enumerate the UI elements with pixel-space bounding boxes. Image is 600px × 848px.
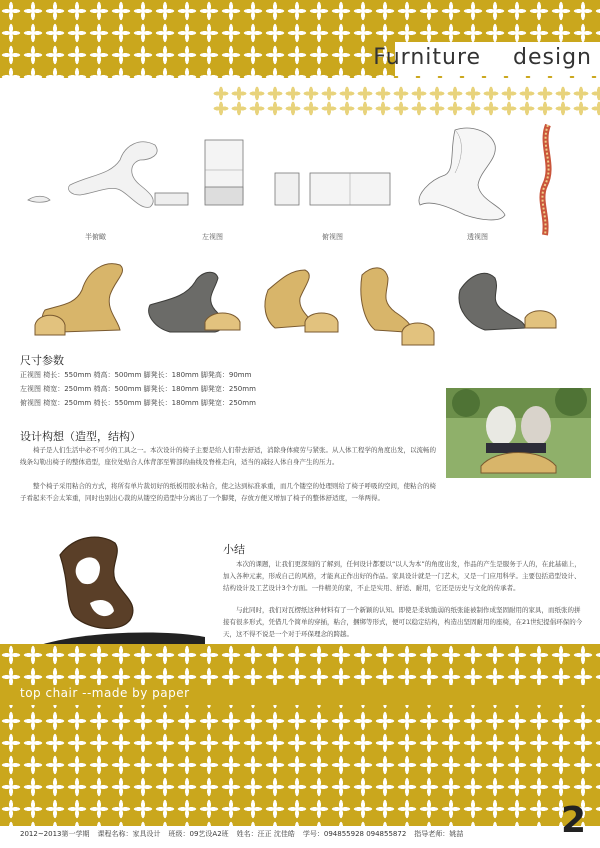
footer-pattern-band xyxy=(0,644,600,826)
concept-heading: 设计构想（造型，结构） xyxy=(20,430,141,443)
top-view-drawing xyxy=(275,173,390,205)
dimensions-heading: 尺寸参数 xyxy=(20,354,64,367)
page-number: 2 xyxy=(560,800,586,841)
footer-ids: 学号：094855928 094855872 xyxy=(302,830,407,838)
concept-paragraph-2: 整个椅子采用粘合的方式，将所有单片裁切好的纸板用胶水粘合，使之达到标准承重，而几个镂空的处理则给了椅子呼吸的空间，使粘合的椅子看起来不会太笨重，同时也别出心裁的从镂空的造型中分离出了一个脚凳，存放方便又增加了椅子的整体舒适度，一举两得。 xyxy=(20,482,436,502)
bird-view-drawing xyxy=(28,142,157,208)
spine-illustration xyxy=(542,125,548,235)
photo-people-on-chair xyxy=(446,388,591,478)
view-label-perspective: 透视图 xyxy=(467,233,488,241)
perspective-drawing xyxy=(419,128,505,220)
footer-info xyxy=(20,829,463,839)
concept-paragraph-1: 椅子是人们生活中必不可少的工具之一。本次设计的椅子主要是给人们带去舒适，消除身体疲劳与紧张。从人体工程学的角度出发，以流畅的线条勾勒出椅子的整体造型，座位处贴合人体背部至臀部的曲线及脊椎走向，适当的减轻人体自身产生的压力。 xyxy=(20,446,436,466)
footer-term: 2012~2013第一学期 xyxy=(20,830,90,838)
summary-paragraph-2: 与此同时，我们对瓦楞纸这种材料有了一个新颖的认知。即使是柔软脆弱的纸张能被制作成坚固耐用的家具，而纸张的拼接有很多形式，凭借几个简单的穿插，粘合，捆绑等形式，便可以稳定结构，构造出坚固耐用的座椅，在21世纪提倡环保的今天，这不得不说是一个对于环保理念的跨越。 xyxy=(223,606,583,638)
chair-render-4 xyxy=(361,268,434,345)
footer-names: 姓名：汪正 沈佳皓 xyxy=(236,830,295,838)
tagline: top chair --made by paper xyxy=(20,686,190,700)
chair-render-1 xyxy=(35,264,123,335)
dimension-line-left: 左视图 椅宽：250mm 椅高：500mm 脚凳长：180mm 脚凳宽：250mm xyxy=(20,385,256,393)
decorative-strip xyxy=(212,86,600,116)
footer-teacher: 指导老师：姚喆 xyxy=(414,830,464,838)
chair-render-5 xyxy=(459,273,556,330)
footer-course: 课程名称：家具设计 xyxy=(97,830,161,838)
view-label-bird: 半俯瞰 xyxy=(85,233,106,241)
summary-paragraph-1: 本次的课题，让我们更深刻的了解到，任何设计都要以“以人为本”的角度出发，作品的产生是服务于人的，在此基础上，加入各种元素，形成自己的风格，才能真正作出好的作品。家具设计就是一门艺术，又是一门应用科学。主要包括造型设计、结构设计及工艺设计3个方面。一件精美的家，不止是实用、舒适、耐用，它还是历史与文化的传承者。 xyxy=(223,560,581,592)
chair-render-3 xyxy=(265,270,338,332)
page-title: Furniture design xyxy=(373,45,592,70)
dimension-line-front: 正视图 椅长：550mm 椅高：500mm 脚凳长：180mm 脚凳高：90mm xyxy=(20,371,252,379)
chair-photo-dark xyxy=(30,525,210,650)
summary-heading: 小结 xyxy=(223,543,245,556)
left-view-drawing xyxy=(155,140,243,205)
footer-class: 班级：09艺设A2班 xyxy=(168,830,229,838)
chair-render-2 xyxy=(149,272,240,332)
chair-renderings-row xyxy=(0,250,600,350)
view-label-top: 俯视图 xyxy=(322,233,343,241)
view-label-left: 左视图 xyxy=(202,233,223,241)
dimension-line-top: 俯视图 椅宽：250mm 椅长：550mm 脚凳长：180mm 脚凳宽：250mm xyxy=(20,399,256,407)
view-renderings xyxy=(0,115,600,245)
